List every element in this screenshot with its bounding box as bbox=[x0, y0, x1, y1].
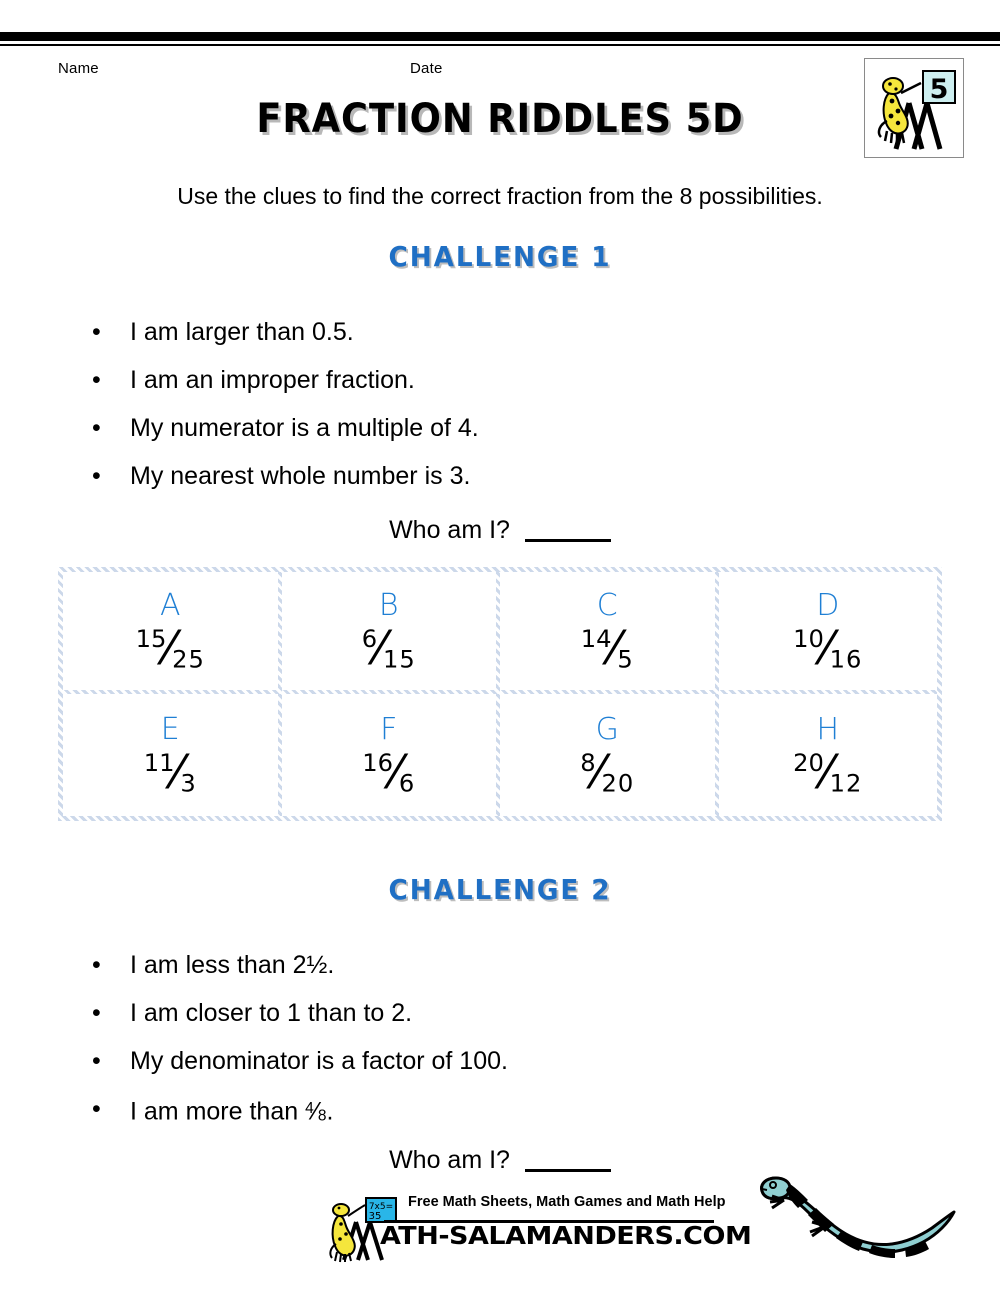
clue-text: My nearest whole number is 3. bbox=[130, 462, 471, 490]
clue-text: I am closer to 1 than to 2. bbox=[130, 999, 413, 1027]
fraction-denominator: 6 bbox=[398, 769, 416, 798]
option-letter: C bbox=[596, 587, 618, 623]
option-fraction bbox=[361, 620, 416, 675]
fraction-denominator: 3 bbox=[180, 769, 197, 798]
clue-text: I am less than 2½. bbox=[130, 951, 335, 979]
option-letter: E bbox=[160, 711, 180, 747]
option-letter: G bbox=[595, 711, 619, 747]
fraction-denominator: 15 bbox=[382, 645, 416, 674]
clue-item bbox=[92, 308, 479, 356]
fraction-denominator: 12 bbox=[829, 769, 863, 798]
site-footer-logo bbox=[322, 1192, 752, 1264]
challenge-2-clue-list bbox=[92, 941, 508, 1141]
clue-item bbox=[92, 356, 479, 404]
fraction-slash-icon: ⁄ bbox=[822, 620, 831, 675]
name-label: Name bbox=[58, 60, 99, 77]
option-letter: D bbox=[816, 587, 840, 623]
footer-tagline: Free Math Sheets, Math Games and Math Help bbox=[408, 1194, 726, 1210]
fraction-denominator: 25 bbox=[172, 645, 205, 674]
fraction-slash-icon: ⁄ bbox=[165, 620, 174, 675]
clue-item bbox=[92, 1037, 508, 1085]
bullet-icon: • bbox=[92, 1095, 101, 1123]
fraction-slash-icon: ⁄ bbox=[392, 744, 400, 799]
answer-blank[interactable] bbox=[525, 539, 611, 542]
page-title: FRACTION RIDDLES 5D bbox=[256, 96, 744, 142]
top-thin-rule bbox=[0, 44, 1000, 46]
salamander-grade-icon bbox=[865, 59, 963, 157]
top-black-bar bbox=[0, 32, 1000, 41]
fraction-options-table bbox=[58, 567, 942, 821]
clue-fraction-denominator: 8 bbox=[317, 1107, 327, 1125]
option-fraction bbox=[580, 744, 635, 799]
fraction-denominator: 5 bbox=[617, 645, 634, 674]
footer-site-url[interactable]: ATH-SALAMANDERS.COM bbox=[380, 1222, 752, 1251]
fraction-option-cell[interactable] bbox=[719, 694, 938, 816]
fraction-option-cell[interactable] bbox=[63, 694, 282, 816]
clue-item bbox=[92, 404, 479, 452]
fraction-denominator: 16 bbox=[829, 645, 863, 674]
option-fraction bbox=[135, 620, 205, 675]
fraction-numerator: 16 bbox=[362, 748, 394, 777]
svg-text:5: 5 bbox=[929, 74, 949, 105]
option-letter: H bbox=[816, 711, 840, 747]
fraction-slash-icon: ⁄ bbox=[376, 620, 384, 675]
clue-text: My numerator is a multiple of 4. bbox=[130, 414, 479, 442]
bullet-icon: • bbox=[92, 951, 101, 979]
fraction-option-cell[interactable] bbox=[282, 694, 501, 816]
bullet-icon: • bbox=[92, 414, 101, 442]
clue-text-suffix: . bbox=[326, 1097, 334, 1126]
option-letter: A bbox=[159, 587, 181, 623]
clue-text: My denominator is a factor of 100. bbox=[130, 1047, 508, 1075]
question-text: Who am I? bbox=[389, 516, 510, 544]
clue-fraction-slash-icon: ⁄ bbox=[313, 1097, 318, 1126]
challenge-1-question bbox=[0, 516, 1000, 545]
fraction-numerator: 20 bbox=[793, 748, 824, 777]
challenge-2-heading: CHALLENGE 2 bbox=[388, 873, 612, 906]
option-letter: F bbox=[380, 711, 398, 747]
fraction-numerator: 15 bbox=[135, 624, 167, 653]
date-label: Date bbox=[410, 60, 443, 77]
fraction-slash-icon: ⁄ bbox=[822, 744, 831, 799]
fraction-slash-icon: ⁄ bbox=[173, 744, 182, 799]
fraction-numerator: 8 bbox=[580, 748, 596, 777]
fraction-slash-icon: ⁄ bbox=[610, 620, 619, 675]
fraction-numerator: 14 bbox=[580, 624, 612, 653]
option-letter: B bbox=[378, 587, 399, 623]
clue-text: I am larger than 0.5. bbox=[130, 318, 354, 346]
clue-text: I am more than bbox=[130, 1097, 306, 1126]
fraction-slash-icon: ⁄ bbox=[594, 744, 603, 799]
fraction-option-cell[interactable] bbox=[500, 572, 719, 694]
clue-fraction-numerator: 4 bbox=[305, 1100, 314, 1117]
fraction-numerator: 10 bbox=[793, 624, 824, 653]
option-fraction bbox=[143, 744, 197, 799]
bullet-icon: • bbox=[92, 318, 101, 346]
challenge-1-clue-list bbox=[92, 308, 479, 500]
option-fraction bbox=[793, 620, 863, 675]
fraction-numerator: 11 bbox=[143, 748, 175, 777]
easel-expression-line1: 7x5= bbox=[368, 1202, 394, 1212]
grade-logo-box bbox=[864, 58, 964, 158]
easel-expression-line2: 35 bbox=[368, 1211, 382, 1222]
fraction-option-cell[interactable] bbox=[282, 572, 501, 694]
salamander-illustration bbox=[742, 1158, 970, 1270]
question-text: Who am I? bbox=[389, 1146, 510, 1174]
option-fraction bbox=[362, 744, 416, 799]
clue-item bbox=[92, 941, 508, 989]
fraction-option-cell[interactable] bbox=[63, 572, 282, 694]
option-fraction bbox=[580, 620, 634, 675]
clue-item bbox=[92, 989, 508, 1037]
challenge-1-heading: CHALLENGE 1 bbox=[388, 240, 612, 273]
clue-item bbox=[92, 452, 479, 500]
bullet-icon: • bbox=[92, 366, 101, 394]
fraction-option-cell[interactable] bbox=[719, 572, 938, 694]
fraction-denominator: 20 bbox=[601, 769, 635, 798]
option-fraction bbox=[793, 744, 863, 799]
bullet-icon: • bbox=[92, 999, 101, 1027]
instructions-text: Use the clues to find the correct fraction from the 8 possibilities. bbox=[177, 183, 823, 209]
answer-blank[interactable] bbox=[525, 1169, 611, 1172]
fraction-numerator: 6 bbox=[361, 624, 378, 653]
clue-text: I am an improper fraction. bbox=[130, 366, 415, 394]
clue-item bbox=[92, 1085, 508, 1141]
fraction-option-cell[interactable] bbox=[500, 694, 719, 816]
bullet-icon: • bbox=[92, 1047, 101, 1075]
bullet-icon: • bbox=[92, 462, 101, 490]
